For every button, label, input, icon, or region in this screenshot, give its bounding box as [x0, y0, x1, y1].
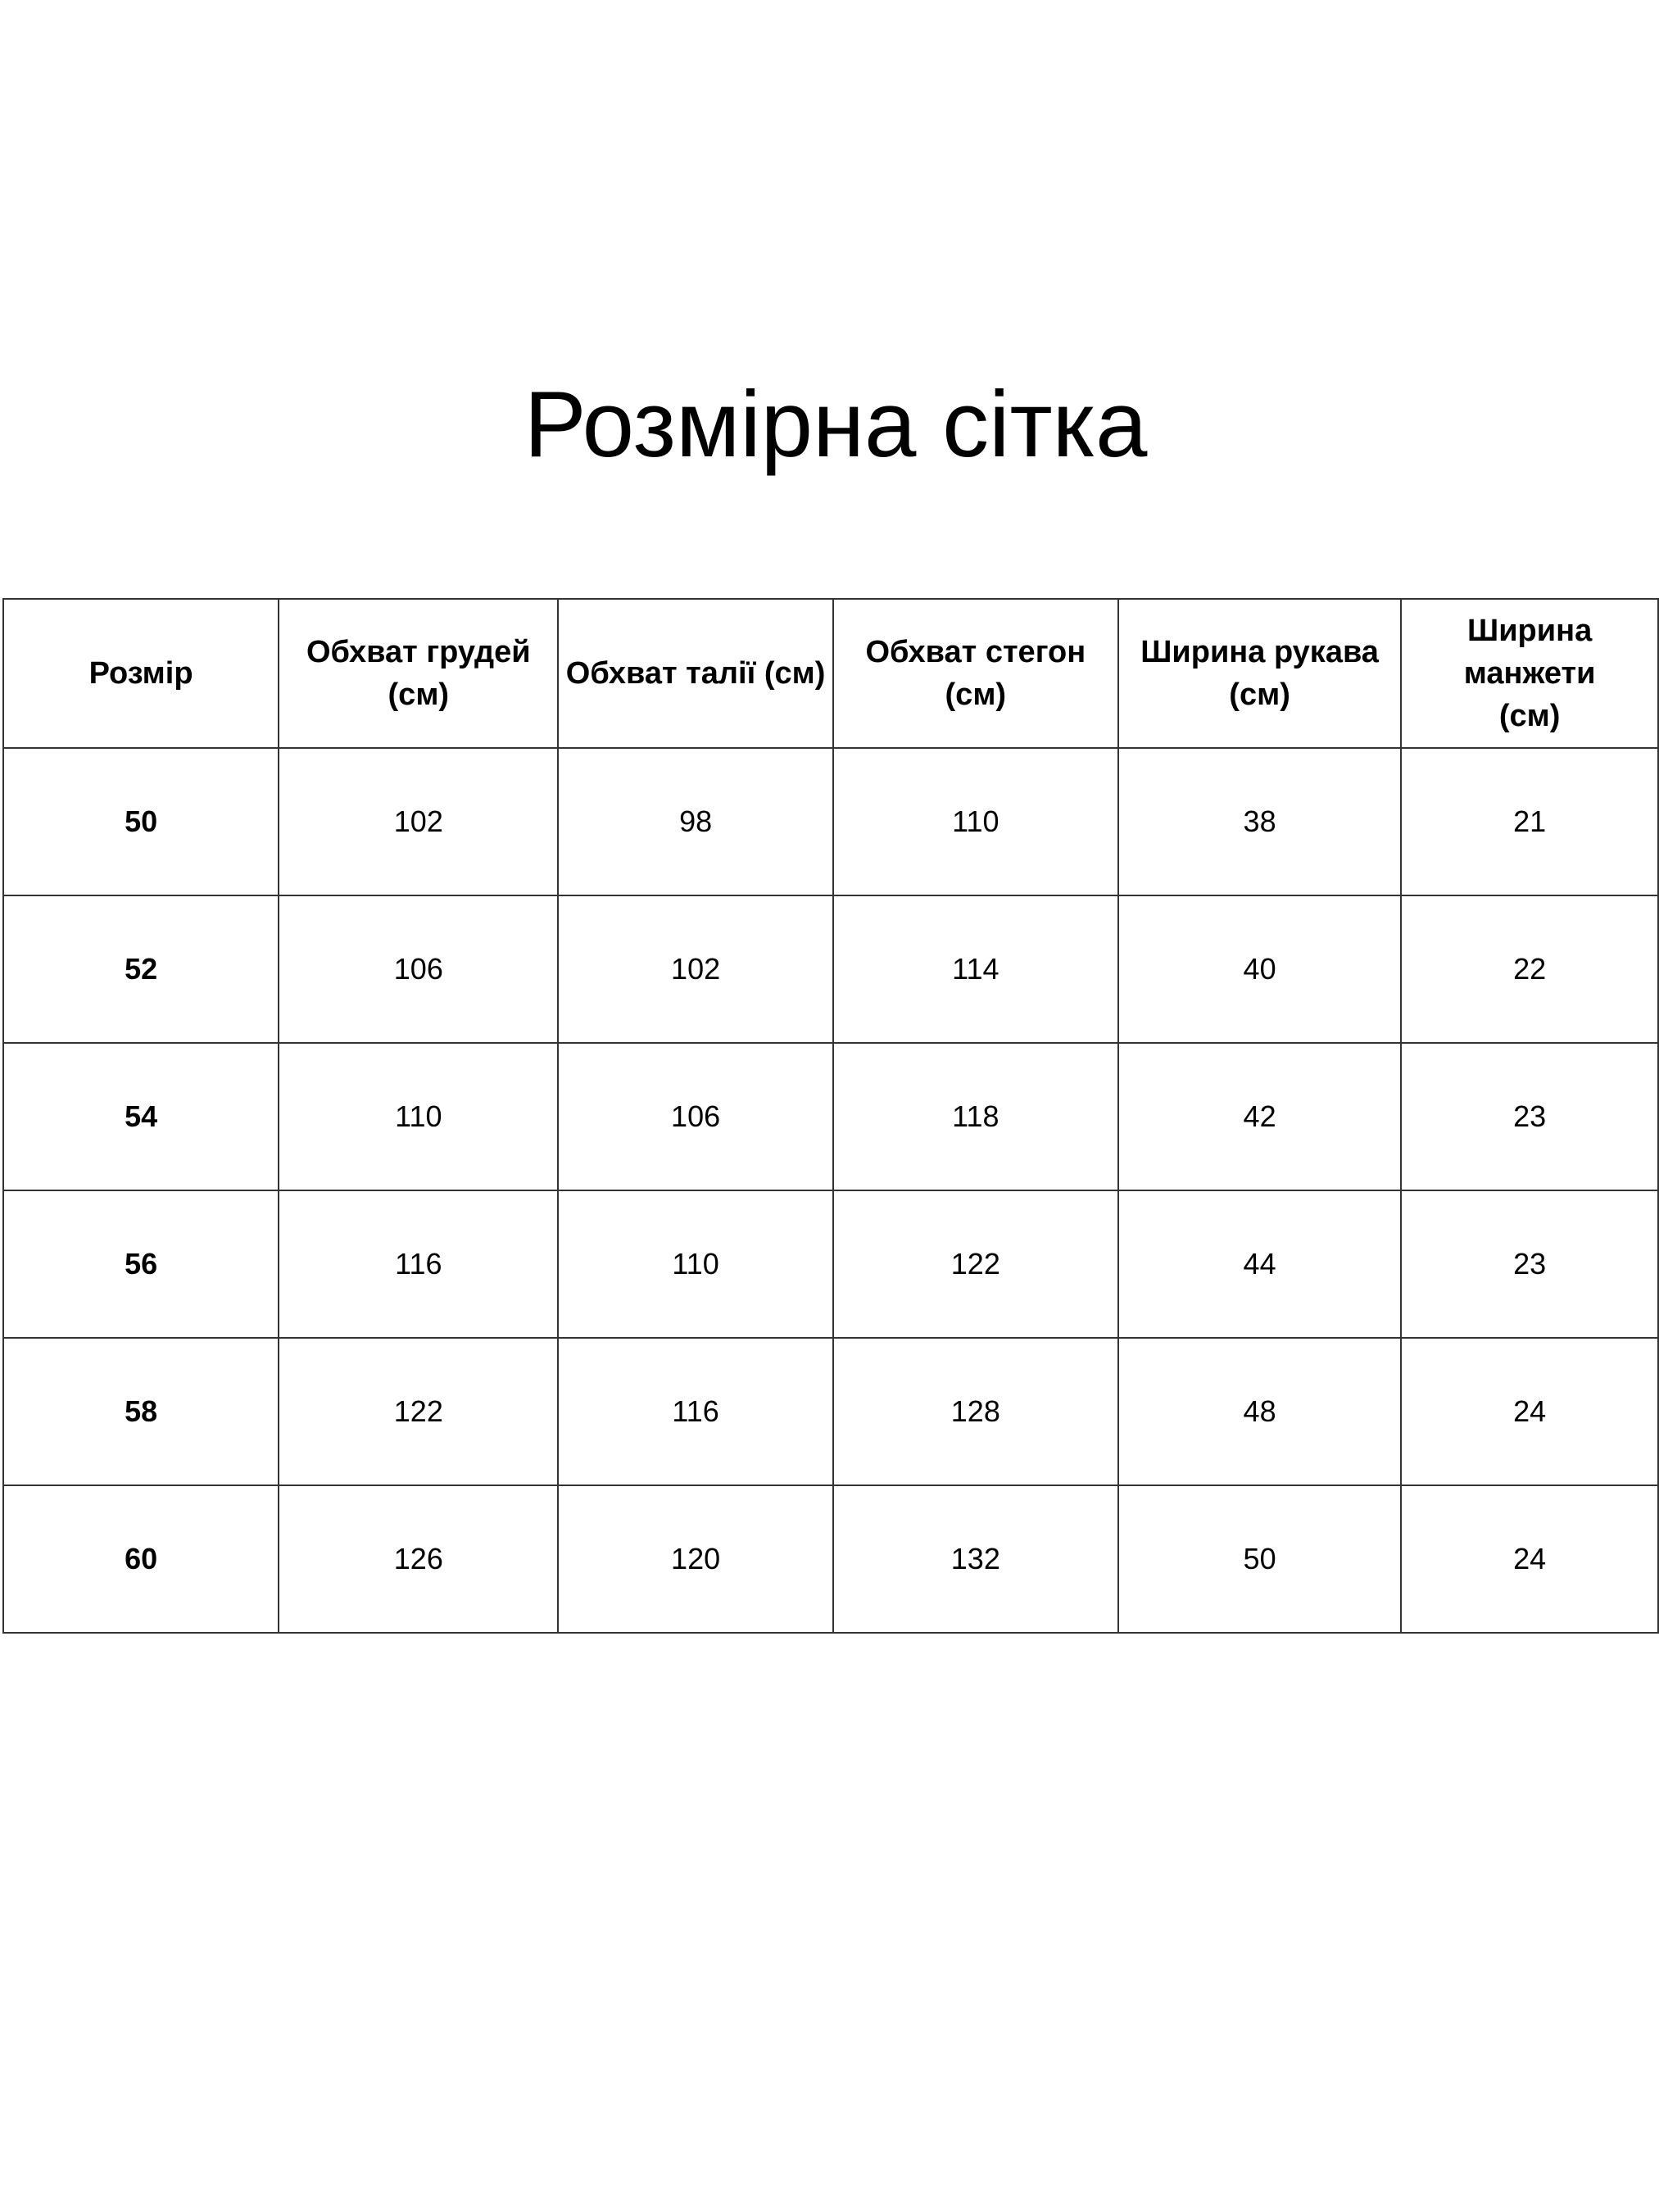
table-row-size-52	[3, 895, 1658, 1043]
table-row-size-54	[3, 1043, 1658, 1190]
column-header-hips-line1: Обхват стегон	[865, 635, 1086, 669]
column-header-chest	[279, 599, 558, 748]
chest-value-cell: 116	[279, 1190, 558, 1338]
column-header-waist-line1: Обхват талії (см)	[565, 656, 826, 691]
waist-value-cell: 110	[558, 1190, 832, 1338]
hips-value-cell: 110	[833, 748, 1118, 895]
column-header-cuff-line1: Ширина манжети	[1463, 614, 1596, 691]
size-cell: 52	[3, 895, 279, 1043]
size-cell: 60	[3, 1485, 279, 1633]
table-row-size-56	[3, 1190, 1658, 1338]
hips-value-cell: 128	[833, 1338, 1118, 1485]
hips-value-cell: 118	[833, 1043, 1118, 1190]
sleeve-value-cell: 50	[1118, 1485, 1401, 1633]
sleeve-value-cell: 42	[1118, 1043, 1401, 1190]
sleeve-value-cell: 38	[1118, 748, 1401, 895]
cuff-value-cell: 23	[1401, 1043, 1658, 1190]
column-header-sleeve-line1: Ширина рукава	[1140, 635, 1379, 669]
waist-value-cell: 102	[558, 895, 832, 1043]
chest-value-cell: 102	[279, 748, 558, 895]
size-cell: 58	[3, 1338, 279, 1485]
column-header-waist	[558, 599, 832, 748]
size-cell: 50	[3, 748, 279, 895]
chest-value-cell: 110	[279, 1043, 558, 1190]
chest-value-cell: 106	[279, 895, 558, 1043]
sleeve-value-cell: 44	[1118, 1190, 1401, 1338]
table-row-size-50	[3, 748, 1658, 895]
waist-value-cell: 98	[558, 748, 832, 895]
size-chart-table	[2, 598, 1659, 1634]
column-header-size-line1: Розмір	[88, 656, 193, 691]
hips-value-cell: 122	[833, 1190, 1118, 1338]
table-row-size-58	[3, 1338, 1658, 1485]
waist-value-cell: 106	[558, 1043, 832, 1190]
cuff-value-cell: 23	[1401, 1190, 1658, 1338]
column-header-cuff	[1401, 599, 1658, 748]
cuff-value-cell: 21	[1401, 748, 1658, 895]
waist-value-cell: 116	[558, 1338, 832, 1485]
sleeve-value-cell: 48	[1118, 1338, 1401, 1485]
column-header-chest-line2: (см)	[388, 678, 450, 712]
cuff-value-cell: 24	[1401, 1338, 1658, 1485]
waist-value-cell: 120	[558, 1485, 832, 1633]
column-header-chest-line1: Обхват грудей	[306, 635, 531, 669]
cuff-value-cell: 22	[1401, 895, 1658, 1043]
column-header-size	[3, 599, 279, 748]
column-header-hips	[833, 599, 1118, 748]
chest-value-cell: 122	[279, 1338, 558, 1485]
column-header-sleeve-line2: (см)	[1229, 678, 1290, 712]
header-row	[3, 599, 1658, 748]
column-header-sleeve	[1118, 599, 1401, 748]
cuff-value-cell: 24	[1401, 1485, 1658, 1633]
size-cell: 56	[3, 1190, 279, 1338]
column-header-cuff-line2: (см)	[1498, 699, 1561, 733]
hips-value-cell: 114	[833, 895, 1118, 1043]
hips-value-cell: 132	[833, 1485, 1118, 1633]
sleeve-value-cell: 40	[1118, 895, 1401, 1043]
size-cell: 54	[3, 1043, 279, 1190]
chest-value-cell: 126	[279, 1485, 558, 1633]
page-title: Розмірна сітка	[524, 373, 1148, 478]
column-header-hips-line2: (см)	[945, 678, 1007, 712]
table-row-size-60	[3, 1485, 1658, 1633]
